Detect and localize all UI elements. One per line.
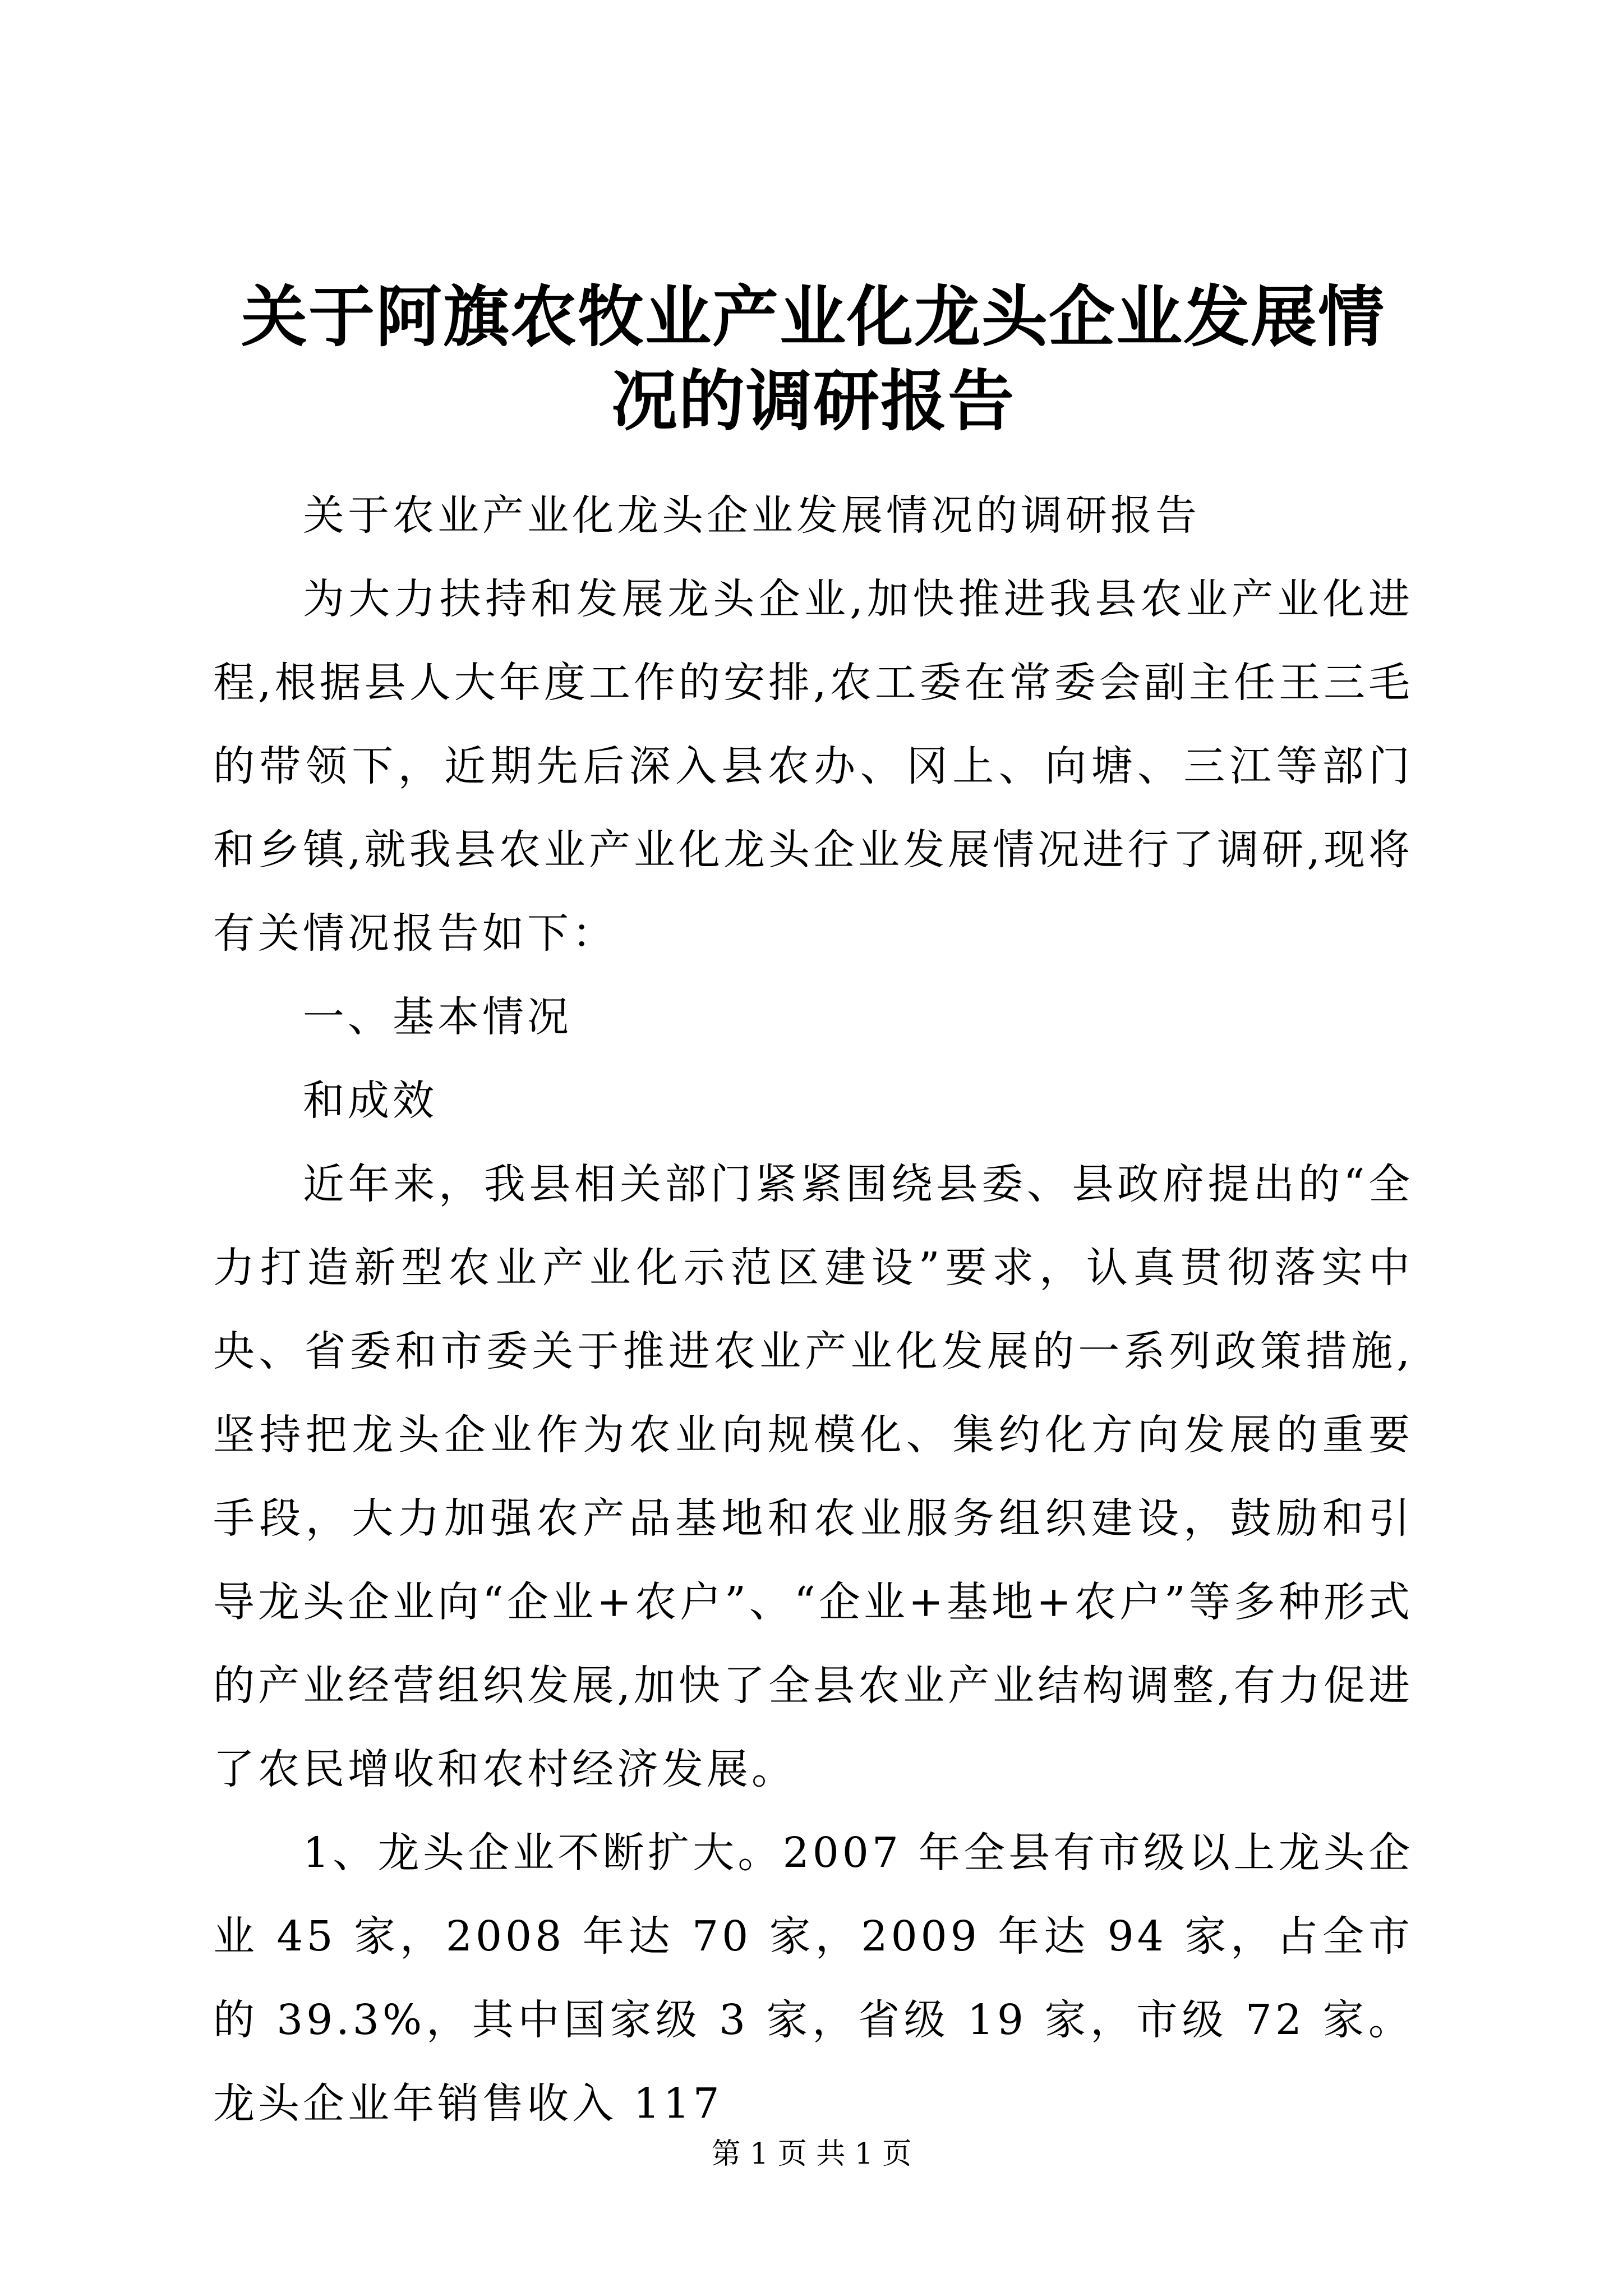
paragraph-subtitle: 关于农业产业化龙头企业发展情况的调研报告 bbox=[303, 491, 1200, 540]
paragraph-point-1: 1、龙头企业不断扩大。2007 年全县有市级以上龙头企业 45 家，2008 年达 70 家，2009 年达 94 家，占全市的 39.3%，其中国家级 3 家，省级 19 家，市级 72 家。龙头企业年销售收入 117 bbox=[213, 1829, 1413, 2128]
section-heading: 一、基本情况 bbox=[303, 993, 572, 1041]
document-body bbox=[213, 474, 1413, 2146]
page-footer: 第 1 页 共 1 页 bbox=[711, 2137, 912, 2171]
section-heading-continued: 和成效 bbox=[303, 1076, 437, 1125]
document-title: 关于阿旗农牧业产业化龙头企业发展情况的调研报告 bbox=[241, 278, 1385, 440]
paragraph-overview: 近年来，我县相关部门紧紧围绕县委、县政府提出的“全力打造新型农业产业化示范区建设”要求，认真贯彻落实中央、省委和市委关于推进农业产业化发展的一系列政策措施,坚持把龙头企业作为农业向规模化、集约化方向发展的重要手段，大力加强农产品基地和农业服务组织建设，鼓励和引导龙头企业向“企业+农户”、“企业+基地+农户”等多种形式的产业经营组织发展,加快了全县农业产业结构调整,有力促进了农民增收和农村经济发展。 bbox=[213, 1160, 1413, 1793]
paragraph-intro: 为大力扶持和发展龙头企业,加快推进我县农业产业化进程,根据县人大年度工作的安排,农工委在常委会副主任王三毛的带领下，近期先后深入县农办、冈上、向塘、三江等部门和乡镇,就我县农业产业化龙头企业发展情况进行了调研,现将有关情况报告如下： bbox=[213, 575, 1413, 958]
